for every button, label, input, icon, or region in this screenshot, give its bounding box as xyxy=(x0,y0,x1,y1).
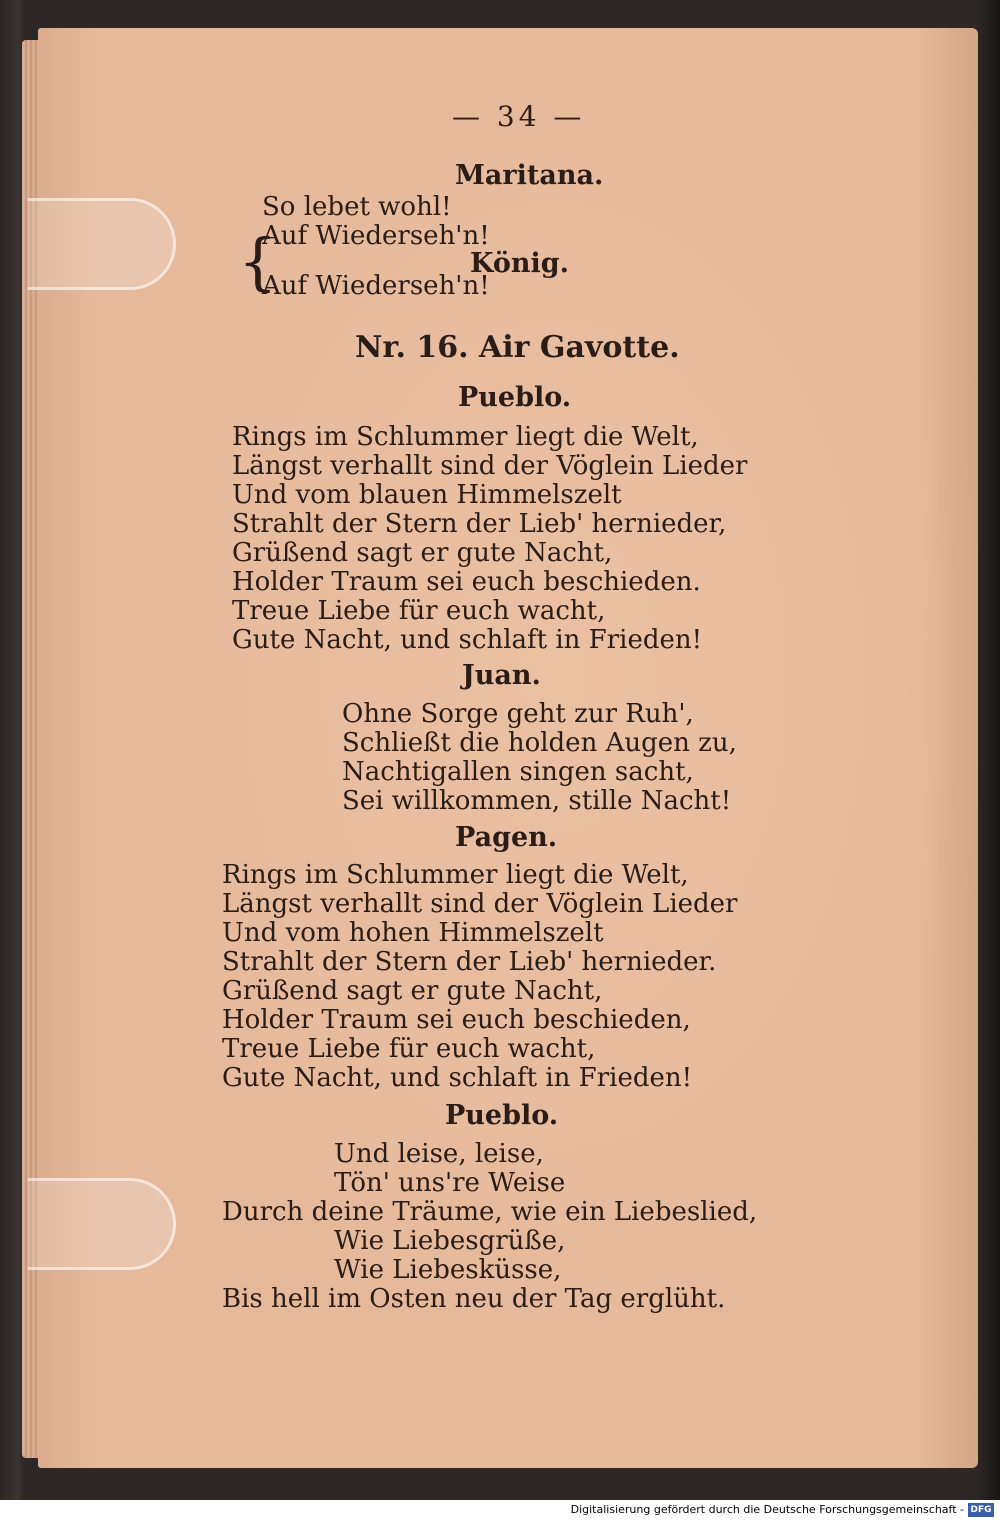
verse-line: Auf Wiederseh'n! xyxy=(262,221,490,251)
verse-line: Gute Nacht, und schlaft in Frieden! xyxy=(222,1063,693,1093)
verse-line: Holder Traum sei euch beschieden. xyxy=(232,567,701,597)
book-clip-top xyxy=(28,198,176,290)
verse-line: Nachtigallen singen sacht, xyxy=(342,757,694,787)
verse-line: Bis hell im Osten neu der Tag erglüht. xyxy=(222,1284,726,1314)
verse-line: Auf Wiederseh'n! xyxy=(262,271,490,301)
speaker-pueblo: Pueblo. xyxy=(445,1100,559,1131)
verse-line: Und vom hohen Himmelszelt xyxy=(222,918,604,948)
page-number: — 34 — xyxy=(452,100,586,133)
book-clip-bottom xyxy=(28,1178,176,1270)
verse-line: Strahlt der Stern der Lieb' hernieder. xyxy=(222,947,717,977)
verse-line: Treue Liebe für euch wacht, xyxy=(222,1034,596,1064)
speaker-koenig: König. xyxy=(470,248,570,279)
speaker-pueblo: Pueblo. xyxy=(458,382,572,413)
verse-line: Grüßend sagt er gute Nacht, xyxy=(232,538,613,568)
brace: { xyxy=(238,225,278,298)
verse-line: Längst verhallt sind der Vöglein Lieder xyxy=(222,889,738,919)
verse-line: So lebet wohl! xyxy=(262,192,452,222)
verse-line: Durch deine Träume, wie ein Liebeslied, xyxy=(222,1197,758,1227)
verse-line: Treue Liebe für euch wacht, xyxy=(232,596,606,626)
verse-line: Rings im Schlummer liegt die Welt, xyxy=(222,860,689,890)
section-heading: Nr. 16. Air Gavotte. xyxy=(355,330,680,365)
verse-line: Längst verhallt sind der Vöglein Lieder xyxy=(232,451,748,481)
verse-line: Und leise, leise, xyxy=(334,1139,544,1169)
verse-line: Tön' uns're Weise xyxy=(334,1168,566,1198)
dfg-logo: DFG xyxy=(968,1503,994,1517)
verse-line: Wie Liebesküsse, xyxy=(334,1255,562,1285)
verse-line: Ohne Sorge geht zur Ruh', xyxy=(342,699,694,729)
verse-line: Wie Liebesgrüße, xyxy=(334,1226,566,1256)
speaker-maritana: Maritana. xyxy=(455,160,604,191)
verse-line: Sei willkommen, stille Nacht! xyxy=(342,786,732,816)
footer-credit: Digitalisierung gefördert durch die Deutsche Forschungsgemeinschaft - xyxy=(570,1503,964,1516)
verse-line: Grüßend sagt er gute Nacht, xyxy=(222,976,603,1006)
speaker-pagen: Pagen. xyxy=(455,822,558,853)
verse-line: Strahlt der Stern der Lieb' hernieder, xyxy=(232,509,727,539)
verse-line: Schließt die holden Augen zu, xyxy=(342,728,737,758)
speaker-juan: Juan. xyxy=(462,660,541,691)
verse-line: Gute Nacht, und schlaft in Frieden! xyxy=(232,625,703,655)
verse-line: Rings im Schlummer liegt die Welt, xyxy=(232,422,699,452)
verse-line: Und vom blauen Himmelszelt xyxy=(232,480,622,510)
verse-line: Holder Traum sei euch beschieden, xyxy=(222,1005,691,1035)
